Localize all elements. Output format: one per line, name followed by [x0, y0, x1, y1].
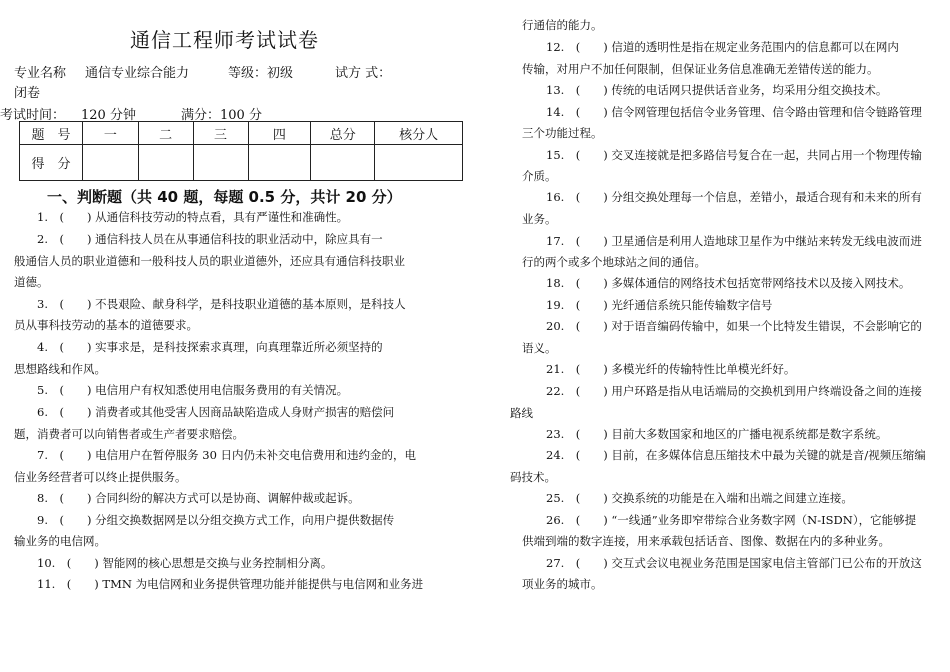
question-line: 4. ( ) 实事求是，是科技探索求真理，向真理靠近所必须坚持的	[37, 340, 383, 354]
question-line: 18. ( ) 多媒体通信的网络技术包括宽带网络技术以及接入网技术。	[546, 276, 911, 290]
question-line: 道德。	[14, 275, 49, 289]
question-line: 11. ( ) TMN 为电信网和业务提供管理功能并能提供与电信网和业务进	[37, 577, 424, 591]
question-line: 25. ( ) 交换系统的功能是在入端和出端之间建立连接。	[546, 491, 853, 505]
question-line: 题，消费者可以向销售者或生产者要求赔偿。	[14, 427, 244, 441]
question-line: 行通信的能力。	[522, 18, 603, 32]
score-table	[19, 121, 463, 181]
level: 等级：初级	[228, 66, 294, 81]
score-table-header-row	[20, 122, 463, 145]
question-line: 般通信人员的职业道德和一般科技人员的职业道德外，还应具有通信科技职业	[14, 254, 405, 268]
section-heading: 一、判断题（共 40 题，每题 0.5 分，共计 20 分）	[47, 188, 402, 206]
exam-time-value: 120 分钟	[81, 108, 136, 123]
question-line: 27. ( ) 交互式会议电视业务范围是国家电信主管部门已公布的开放这	[546, 556, 922, 570]
question-line: 1. ( ) 从通信科技劳动的特点看，具有严谨性和准确性。	[37, 210, 349, 224]
table-header: 总分	[311, 122, 375, 145]
question-line: 24. ( ) 目前，在多媒体信息压缩技术中最为关键的就是音/视频压缩编	[546, 448, 926, 462]
question-line: 路线	[510, 406, 533, 420]
question-line: 员从事科技劳动的基本的道德要求。	[14, 318, 198, 332]
question-line: 3. ( ) 不畏艰险、献身科学，是科技职业道德的基本原则，是科技人	[37, 297, 406, 311]
question-line: 22. ( ) 用户环路是指从电话端局的交换机到用户终端设备之间的连接	[546, 384, 922, 398]
question-line: 6. ( ) 消费者或其他受害人因商品缺陷造成人身财产损害的赔偿问	[37, 405, 395, 419]
question-line: 12. ( ) 信道的透明性是指在规定业务范围内的信息都可以在网内	[546, 40, 899, 54]
question-line: 20. ( ) 对于语音编码传输中，如果一个比特发生错误，不会影响它的	[546, 319, 922, 333]
page-title: 通信工程师考试试卷	[130, 28, 319, 52]
question-line: 2. ( ) 通信科技人员在从事通信科技的职业活动中，除应具有一	[37, 232, 383, 246]
score-cell[interactable]	[248, 145, 311, 181]
score-cell[interactable]	[375, 145, 463, 181]
score-cell[interactable]	[138, 145, 193, 181]
table-header: 题 号	[20, 122, 83, 145]
question-line: 三个功能过程。	[522, 126, 603, 140]
score-cell[interactable]	[193, 145, 248, 181]
score-cell[interactable]	[311, 145, 375, 181]
question-line: 15. ( ) 交叉连接就是把多路信号复合在一起，共同占用一个物理传输	[546, 148, 922, 162]
question-line: 14. ( ) 信令网管理包括信令业务管理、信令路由管理和信令链路管理	[546, 105, 922, 119]
question-line: 业务。	[522, 212, 557, 226]
question-line: 17. ( ) 卫星通信是利用人造地球卫星作为中继站来转发无线电波而进	[546, 234, 922, 248]
question-line: 26. ( ) “一线通”业务即窄带综合业务数字网（N-ISDN），它能够提	[546, 513, 917, 527]
table-header: 三	[193, 122, 248, 145]
question-line: 输业务的电信网。	[14, 534, 106, 548]
question-line: 7. ( ) 电信用户在暂停服务 30 日内仍未补交电信费用和违约金的，电	[37, 448, 417, 462]
major-value: 通信专业综合能力	[85, 66, 190, 81]
question-line: 23. ( ) 目前大多数国家和地区的广播电视系统都是数字系统。	[546, 427, 888, 441]
question-line: 13. ( ) 传统的电话网只提供话音业务，均采用分组交换技术。	[546, 83, 888, 97]
question-line: 9. ( ) 分组交换数据网是以分组交换方式工作，向用户提供数据传	[37, 513, 395, 527]
question-line: 供端到端的数字连接，用来承载包括话音、图像、数据在内的多种业务。	[522, 534, 890, 548]
question-line: 16. ( ) 分组交换处理每一个信息，差错小，最适合现有和未来的所有	[546, 190, 922, 204]
question-line: 语义。	[522, 341, 557, 355]
exam-mode-value: 闭卷	[14, 86, 41, 101]
question-line: 10. ( ) 智能网的核心思想是交换与业务控制相分离。	[37, 556, 333, 570]
question-line: 行的两个或多个地球站之间的通信。	[522, 255, 706, 269]
question-line: 8. ( ) 合同纠纷的解决方式可以是协商、调解仲裁或起诉。	[37, 491, 360, 505]
table-header: 四	[248, 122, 311, 145]
score-row-label: 得 分	[20, 145, 83, 181]
major-label: 专业名称	[14, 66, 67, 81]
question-line: 项业务的城市。	[522, 577, 603, 591]
score-table-score-row	[20, 145, 463, 181]
score-cell[interactable]	[82, 145, 138, 181]
question-line: 信业务经营者可以终止提供服务。	[14, 470, 187, 484]
question-line: 思想路线和作风。	[14, 362, 106, 376]
question-line: 码技术。	[510, 470, 556, 484]
question-line: 介质。	[522, 169, 557, 183]
question-line: 5. ( ) 电信用户有权知悉使用电信服务费用的有关情况。	[37, 383, 349, 397]
full-score: 满分：100 分	[181, 108, 262, 123]
exam-time-label: 考试时间：	[0, 108, 66, 123]
question-line: 传输，对用户不加任何限制，但保证业务信息准确无差错传送的能力。	[522, 62, 879, 76]
question-line: 19. ( ) 光纤通信系统只能传输数字信号	[546, 298, 773, 312]
exam-mode-label: 试方 式：	[335, 66, 392, 81]
table-header: 一	[82, 122, 138, 145]
question-line: 21. ( ) 多模光纤的传输特性比单模光纤好。	[546, 362, 796, 376]
table-header: 核分人	[375, 122, 463, 145]
table-header: 二	[138, 122, 193, 145]
